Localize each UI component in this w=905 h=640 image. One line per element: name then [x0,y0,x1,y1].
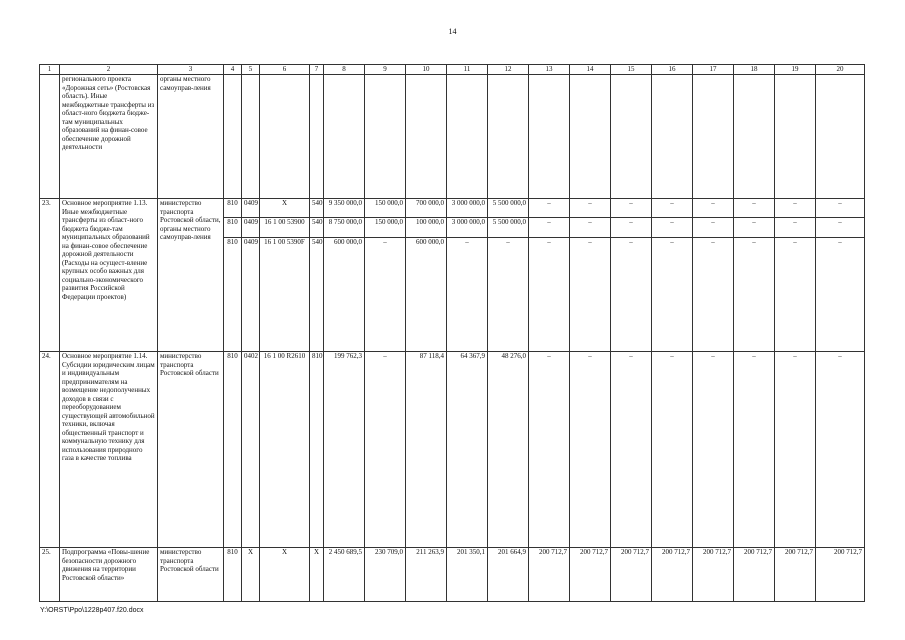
value-cell: 201 664,9 [488,548,529,602]
value-cell: Х [260,199,310,218]
measure-name: Подпрограмма «Повы-шение безопасности дорожного движения на территории Ростовской области» [60,548,158,602]
value-cell: – [775,238,816,352]
value-cell: 8 750 000,0 [324,218,365,238]
value-cell: 3 000 000,0 [447,218,488,238]
value-cell: – [816,218,865,238]
value-cell: – [652,238,693,352]
value-cell: 16 1 00 R2610 [260,352,310,548]
value-cell: – [734,199,775,218]
value-cell: 150 000,0 [365,218,406,238]
value-cell: 810 [224,238,242,352]
header-cell: 4 [224,65,242,75]
value-cell: – [693,352,734,548]
value-cell: – [529,352,570,548]
header-cell: 6 [260,65,310,75]
value-cell: – [775,352,816,548]
value-cell: 810 [224,352,242,548]
value-cell: – [693,238,734,352]
value-cell: – [570,218,611,238]
header-cell: 14 [570,65,611,75]
value-cell: – [611,352,652,548]
table-row-25 [40,548,865,602]
header-cell: 16 [652,65,693,75]
value-cell: – [734,352,775,548]
value-cell: – [816,352,865,548]
value-cell: – [611,238,652,352]
table-row-24 [40,352,865,548]
value-cell: – [570,238,611,352]
value-cell: – [816,199,865,218]
executor: министерство транспорта Ростовской области [158,548,224,602]
row-number: 24. [40,352,60,548]
value-cell: 100 000,0 [406,218,447,238]
value-cell: – [365,238,406,352]
value-cell: 600 000,0 [324,238,365,352]
value-cell: 200 712,7 [570,548,611,602]
header-cell: 10 [406,65,447,75]
value-cell: Х [260,548,310,602]
table-row-continued [40,75,865,199]
value-cell: – [570,352,611,548]
value-cell: 150 000,0 [365,199,406,218]
value-cell: 5 500 000,0 [488,199,529,218]
value-cell: 200 712,7 [652,548,693,602]
header-cell: 1 [40,65,60,75]
executor: министерство транспорта Ростовской области, органы местного самоуправ-ления [158,199,224,352]
value-cell: 211 263,9 [406,548,447,602]
header-row [40,65,865,75]
value-cell: 64 367,9 [447,352,488,548]
value-cell: 5 500 000,0 [488,218,529,238]
value-cell: Х [242,548,260,602]
header-cell: 9 [365,65,406,75]
value-cell: 0409 [242,199,260,218]
value-cell: 200 712,7 [693,548,734,602]
value-cell: – [529,218,570,238]
value-cell: 540 [310,199,324,218]
header-cell: 17 [693,65,734,75]
header-cell: 13 [529,65,570,75]
value-cell: 200 712,7 [529,548,570,602]
value-cell: 9 350 000,0 [324,199,365,218]
table-row-23 [40,199,865,218]
row-number: 23. [40,199,60,352]
header-cell: 5 [242,65,260,75]
header-cell: 8 [324,65,365,75]
value-cell: 540 [310,238,324,352]
value-cell: 810 [224,199,242,218]
value-cell: 540 [310,218,324,238]
value-cell: – [529,238,570,352]
value-cell: – [652,218,693,238]
value-cell: – [734,238,775,352]
value-cell: – [775,199,816,218]
measure-name: Основное мероприятие 1.14. Субсидии юридическим лицам и индивидуальным предпринимателям на возмещение недополученных доходов в связи с переоборудованием существующей автомобильной техники, включая общественный транспорт и коммунальную технику для использования природного газа в качестве топлива [60,352,158,548]
value-cell: 0409 [242,218,260,238]
value-cell: 600 000,0 [406,238,447,352]
page-number: 14 [448,27,457,36]
value-cell: – [611,218,652,238]
value-cell: 200 712,7 [734,548,775,602]
value-cell: 2 450 689,5 [324,548,365,602]
header-cell: 18 [734,65,775,75]
value-cell: – [652,199,693,218]
value-cell: 201 350,1 [447,548,488,602]
budget-table [39,64,865,602]
value-cell: 16 1 00 53900 [260,218,310,238]
value-cell: – [529,199,570,218]
value-cell: – [488,238,529,352]
value-cell: 810 [224,548,242,602]
value-cell: – [816,238,865,352]
header-cell: 3 [158,65,224,75]
value-cell: – [693,218,734,238]
value-cell: – [365,352,406,548]
header-cell: 7 [310,65,324,75]
value-cell: 810 [224,218,242,238]
value-cell: Х [310,548,324,602]
value-cell: 16 1 00 5390F [260,238,310,352]
file-path-footer: Y:\ORST\Ppo\1228p407.f20.docx [40,607,144,614]
value-cell: – [775,218,816,238]
value-cell: 700 000,0 [406,199,447,218]
value-cell: – [447,238,488,352]
value-cell: 3 000 000,0 [447,199,488,218]
row-number: 25. [40,548,60,602]
value-cell: 200 712,7 [816,548,865,602]
measure-name: Основное мероприятие 1.13. Иные межбюджетные трансферты из област-ного бюджета бюдже-там муниципальных образований на финан-совое обеспечение дорожной деятельности (Расходы на осущест-вление крупных особо важных для социально-экономического развития Российской Федерации проектов) [60,199,158,352]
value-cell: 200 712,7 [611,548,652,602]
value-cell: 810 [310,352,324,548]
value-cell: 200 712,7 [775,548,816,602]
value-cell: – [570,199,611,218]
value-cell: 0402 [242,352,260,548]
header-cell: 19 [775,65,816,75]
value-cell: – [693,199,734,218]
header-cell: 11 [447,65,488,75]
value-cell: 0409 [242,238,260,352]
header-cell: 2 [60,65,158,75]
executor: министерство транспорта Ростовской области [158,352,224,548]
executor: органы местного самоуправ-ления [158,75,224,199]
header-cell: 12 [488,65,529,75]
measure-name: регионального проекта «Дорожная сеть» (Ростовская область). Иные межбюджетные трансферты из област-ного бюджета бюдже-там муниципальных образований на финан-совое обеспечение дорожной деятельности [60,75,158,199]
value-cell: – [611,199,652,218]
value-cell: 48 276,0 [488,352,529,548]
header-cell: 15 [611,65,652,75]
row-number [40,75,60,199]
value-cell: 199 762,3 [324,352,365,548]
value-cell: 230 709,0 [365,548,406,602]
header-cell: 20 [816,65,865,75]
value-cell: – [734,218,775,238]
value-cell: 87 118,4 [406,352,447,548]
value-cell: – [652,352,693,548]
